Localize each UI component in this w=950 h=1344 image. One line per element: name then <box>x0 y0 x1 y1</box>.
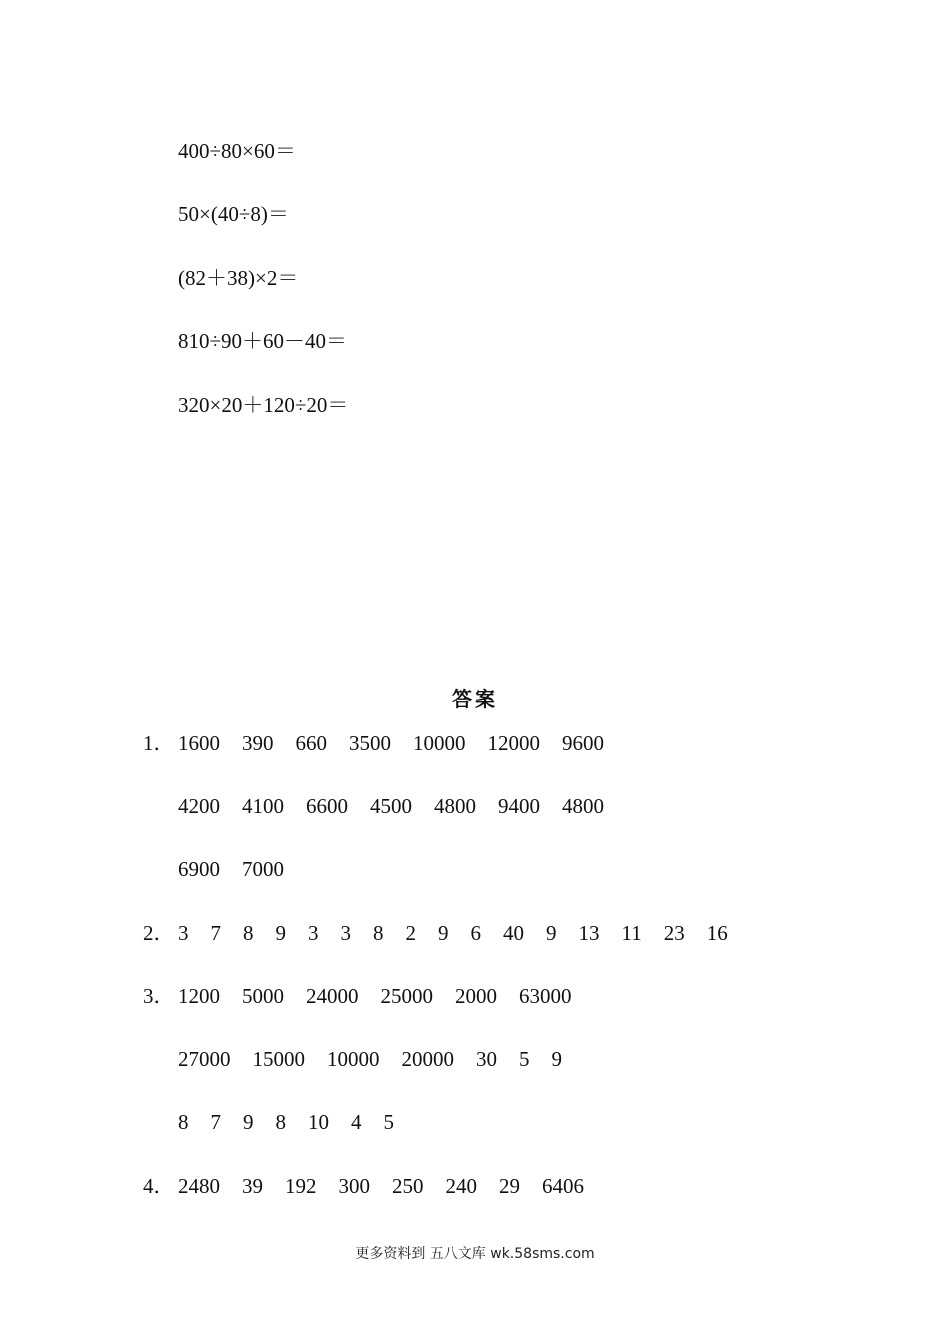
answer-value: 10 <box>308 1110 329 1134</box>
answer-value: 29 <box>499 1174 520 1198</box>
answer-value: 40 <box>503 921 524 945</box>
q1-row-2 <box>178 794 626 818</box>
answer-value: 1200 <box>178 984 220 1008</box>
answer-value: 2 <box>405 921 416 945</box>
answer-value: 27000 <box>178 1047 231 1071</box>
q3-row-2 <box>178 1047 584 1071</box>
answer-value: 7 <box>210 1110 221 1134</box>
answer-value: 9 <box>438 921 449 945</box>
answer-value: 2000 <box>455 984 497 1008</box>
answer-value: 192 <box>285 1174 317 1198</box>
q2-number: 2． <box>143 921 175 945</box>
answer-value: 11 <box>621 921 642 945</box>
answer-value: 4500 <box>370 794 412 818</box>
answer-value: 5000 <box>242 984 284 1008</box>
answer-value: 3500 <box>349 731 391 755</box>
q4-row-1 <box>178 1174 606 1198</box>
q3-row-1 <box>178 984 594 1008</box>
answer-value: 5 <box>383 1110 394 1134</box>
answer-value: 24000 <box>306 984 359 1008</box>
answer-value: 6 <box>470 921 481 945</box>
answer-value: 9 <box>243 1110 254 1134</box>
answer-value: 240 <box>445 1174 477 1198</box>
answer-value: 15000 <box>252 1047 305 1071</box>
expression-3: (82＋38)×2＝ <box>178 266 299 290</box>
answer-value: 8 <box>243 921 254 945</box>
expression-1: 400÷80×60＝ <box>178 139 296 163</box>
q2-row-1 <box>178 921 750 945</box>
answer-value: 25000 <box>380 984 433 1008</box>
answer-value: 9400 <box>498 794 540 818</box>
answer-value: 1600 <box>178 731 220 755</box>
answer-value: 8 <box>275 1110 286 1134</box>
answer-value: 8 <box>373 921 384 945</box>
q1-row-1 <box>178 731 626 755</box>
answer-value: 16 <box>706 921 728 945</box>
answers-title: 答案 <box>452 687 498 711</box>
expression-2: 50×(40÷8)＝ <box>178 202 289 226</box>
answer-value: 23 <box>663 921 685 945</box>
answer-value: 6900 <box>178 857 220 881</box>
q1-row-3 <box>178 857 306 881</box>
answer-value: 10000 <box>327 1047 380 1071</box>
answer-value: 8 <box>178 1110 189 1134</box>
answer-value: 7 <box>210 921 221 945</box>
expression-4: 810÷90＋60－40＝ <box>178 329 348 353</box>
answer-value: 9 <box>551 1047 562 1071</box>
answer-value: 9 <box>546 921 557 945</box>
answer-value: 2480 <box>178 1174 220 1198</box>
footer-text: 更多资料到 五八文库 wk.58sms.com <box>355 1246 595 1262</box>
answer-value: 3 <box>178 921 189 945</box>
answer-value: 20000 <box>401 1047 454 1071</box>
answer-value: 7000 <box>242 857 284 881</box>
q1-number: 1． <box>143 731 175 755</box>
answer-value: 4 <box>351 1110 362 1134</box>
answer-value: 6406 <box>542 1174 584 1198</box>
q4-number: 4． <box>143 1174 175 1198</box>
answer-value: 660 <box>295 731 327 755</box>
answer-value: 30 <box>476 1047 497 1071</box>
answer-value: 9600 <box>562 731 604 755</box>
answer-value: 39 <box>242 1174 263 1198</box>
answer-value: 9 <box>275 921 286 945</box>
q3-number: 3． <box>143 984 175 1008</box>
answer-value: 250 <box>392 1174 424 1198</box>
answer-value: 390 <box>242 731 274 755</box>
answer-value: 4200 <box>178 794 220 818</box>
expression-5: 320×20＋120÷20＝ <box>178 393 349 417</box>
answer-value: 4800 <box>562 794 604 818</box>
answer-value: 6600 <box>306 794 348 818</box>
answer-value: 5 <box>519 1047 530 1071</box>
answer-value: 4100 <box>242 794 284 818</box>
q3-row-3 <box>178 1110 416 1134</box>
answer-value: 12000 <box>487 731 540 755</box>
answer-value: 63000 <box>519 984 572 1008</box>
answer-value: 300 <box>338 1174 370 1198</box>
answer-value: 3 <box>340 921 351 945</box>
answer-value: 13 <box>578 921 600 945</box>
answer-value: 3 <box>308 921 319 945</box>
answer-value: 10000 <box>413 731 466 755</box>
answer-value: 4800 <box>434 794 476 818</box>
